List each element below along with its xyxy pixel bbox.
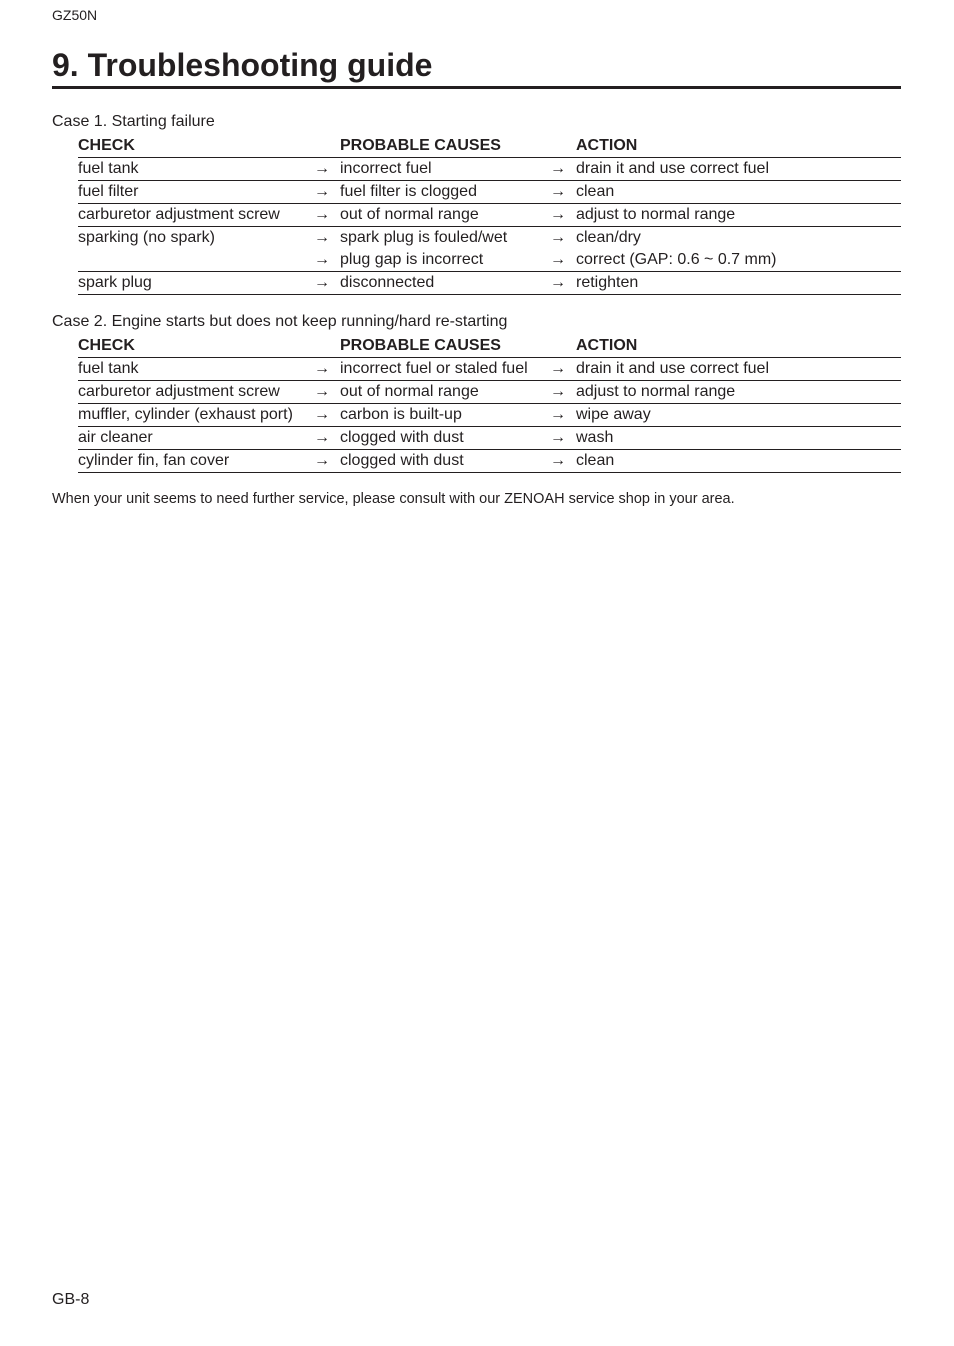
arrow-icon: → <box>550 158 576 181</box>
model-label: GZ50N <box>52 7 98 23</box>
check-cell: air cleaner <box>78 427 314 450</box>
check-cell: fuel filter <box>78 181 314 204</box>
arrow-icon: → <box>314 404 340 427</box>
check-cell: fuel tank <box>78 158 314 181</box>
cause-cell: spark plug is fouled/wet <box>340 229 508 246</box>
check-cell: cylinder fin, fan cover <box>78 450 314 473</box>
arrow-icon: → <box>550 381 576 404</box>
arrow-icon: → <box>550 181 576 204</box>
table-row <box>78 181 901 204</box>
header-check: CHECK <box>78 335 314 358</box>
arrow-icon: → <box>314 272 340 295</box>
arrow-icon: → <box>314 181 340 204</box>
action-cell: correct (GAP: 0.6 ~ 0.7 mm) <box>576 249 901 272</box>
table-row <box>78 204 901 227</box>
arrow-icon: → <box>550 272 576 295</box>
arrow-icon: → <box>314 427 340 450</box>
header-action: ACTION <box>576 335 901 358</box>
table-row <box>78 272 901 295</box>
case1-table <box>78 135 901 295</box>
check-cell: muffler, cylinder (exhaust port) <box>78 404 314 427</box>
action-cell: clean <box>576 450 901 473</box>
action-cell: clean/dry <box>576 229 641 246</box>
arrow-icon: → <box>550 450 576 473</box>
table-row <box>78 358 901 381</box>
table-row <box>78 381 901 404</box>
case2-table <box>78 335 901 473</box>
arrow-icon: → <box>314 358 340 381</box>
arrow-icon: → <box>314 229 330 246</box>
cause-cell: plug gap is incorrect <box>340 249 550 272</box>
table-row <box>78 227 901 250</box>
table-row <box>78 404 901 427</box>
case1-title: Case 1. Starting failure <box>52 113 215 130</box>
cause-cell: clogged with dust <box>340 427 550 450</box>
arrow-icon: → <box>550 204 576 227</box>
cause-cell: incorrect fuel <box>340 158 550 181</box>
table-row <box>78 450 901 473</box>
header-check: CHECK <box>78 135 314 158</box>
arrow-icon: → <box>314 204 340 227</box>
action-cell: wipe away <box>576 404 901 427</box>
cause-cell: out of normal range <box>340 381 550 404</box>
cause-cell: fuel filter is clogged <box>340 181 550 204</box>
page-number: GB-8 <box>52 1291 90 1308</box>
arrow-icon: → <box>314 158 340 181</box>
action-cell: retighten <box>576 272 901 295</box>
action-cell: drain it and use correct fuel <box>576 358 901 381</box>
check-cell: carburetor adjustment screw <box>78 204 314 227</box>
case2-title: Case 2. Engine starts but does not keep running/hard re-starting <box>52 313 508 330</box>
table-header-row <box>78 335 901 358</box>
check-cell: spark plug <box>78 272 314 295</box>
arrow-icon: → <box>314 249 340 272</box>
table-row <box>78 427 901 450</box>
action-cell: adjust to normal range <box>576 381 901 404</box>
arrow-icon: → <box>550 358 576 381</box>
service-note: When your unit seems to need further service, please consult with our ZENOAH service shop in your area. <box>52 491 735 507</box>
check-cell: fuel tank <box>78 358 314 381</box>
arrow-icon: → <box>314 381 340 404</box>
arrow-icon: → <box>550 249 576 272</box>
arrow-icon: → <box>550 427 576 450</box>
action-cell: clean <box>576 181 901 204</box>
cause-cell: clogged with dust <box>340 450 550 473</box>
header-causes: PROBABLE CAUSES <box>340 135 550 158</box>
cause-cell: incorrect fuel or staled fuel <box>340 358 550 381</box>
cause-cell: carbon is built-up <box>340 404 550 427</box>
arrow-icon: → <box>550 404 576 427</box>
action-cell: adjust to normal range <box>576 204 901 227</box>
page-title: 9. Troubleshooting guide <box>52 44 901 89</box>
header-action: ACTION <box>576 135 901 158</box>
table-row <box>78 158 901 181</box>
arrow-icon: → <box>314 450 340 473</box>
arrow-icon: → <box>550 229 566 246</box>
header-causes: PROBABLE CAUSES <box>340 335 550 358</box>
cause-cell: out of normal range <box>340 204 550 227</box>
check-cell: sparking (no spark) <box>78 229 215 246</box>
action-cell: drain it and use correct fuel <box>576 158 901 181</box>
cause-cell: disconnected <box>340 272 550 295</box>
check-cell: carburetor adjustment screw <box>78 381 314 404</box>
table-header-row <box>78 135 901 158</box>
check-cell <box>78 249 314 272</box>
table-row <box>78 249 901 272</box>
action-cell: wash <box>576 427 901 450</box>
